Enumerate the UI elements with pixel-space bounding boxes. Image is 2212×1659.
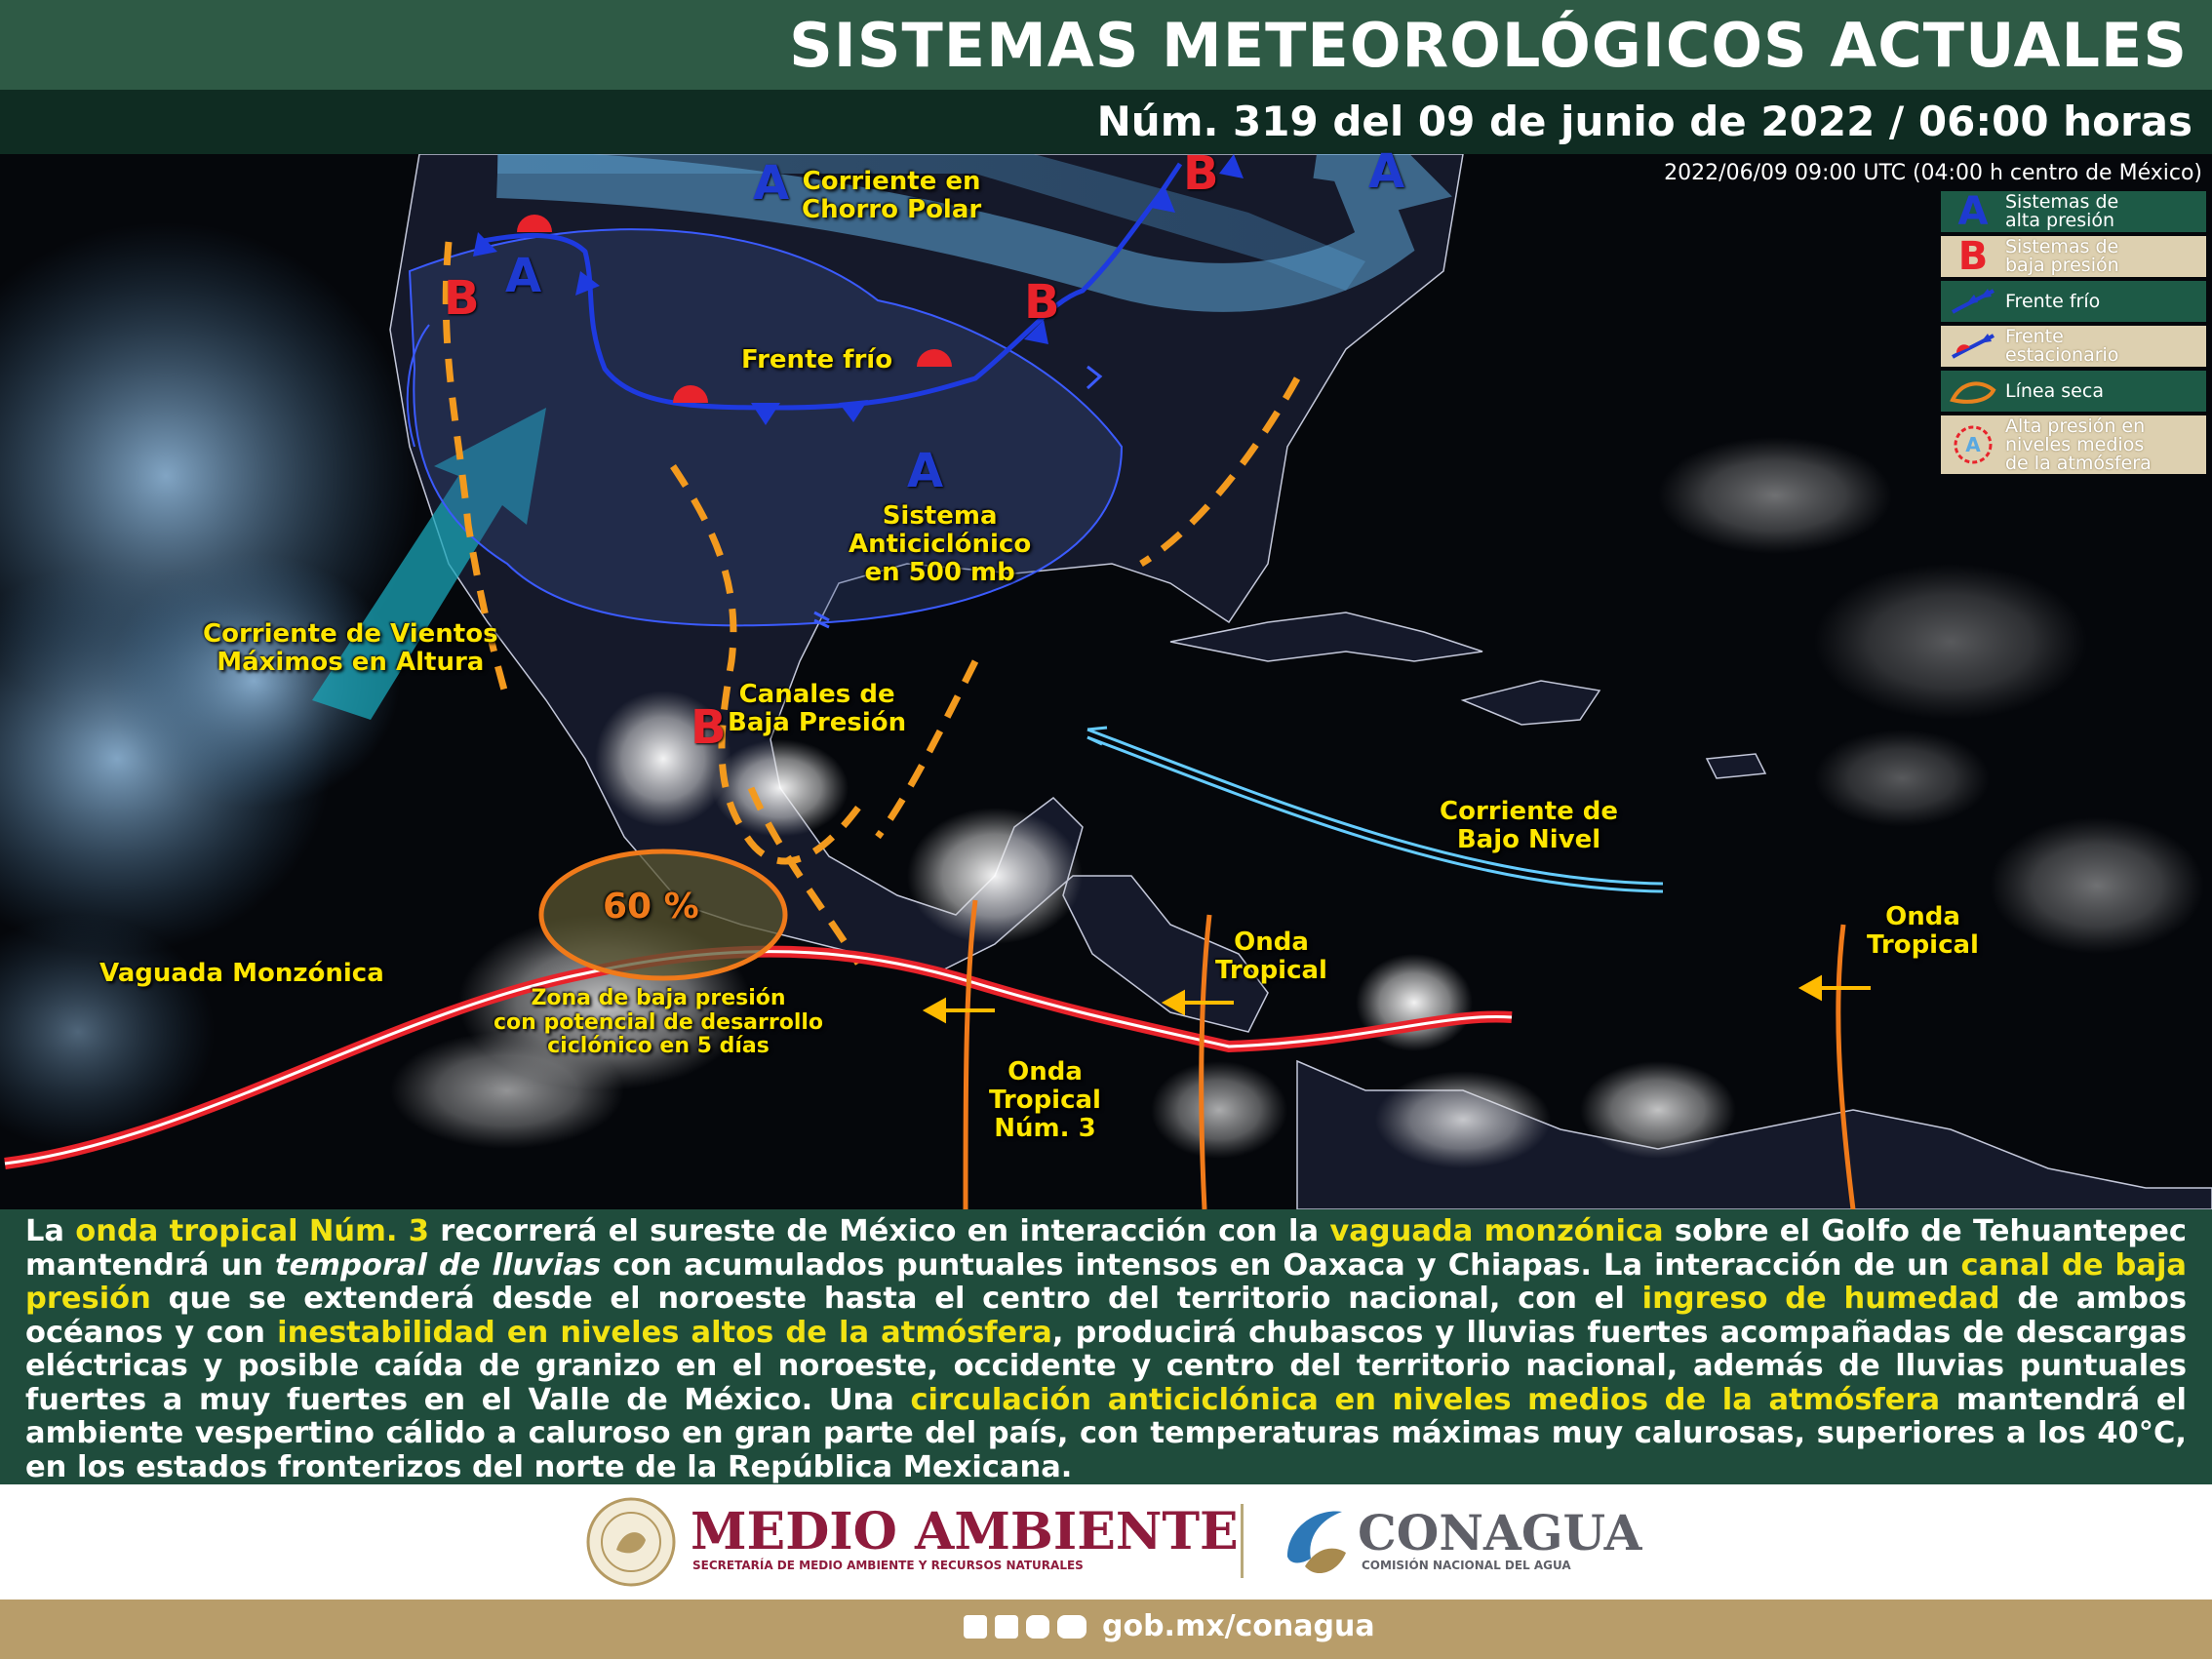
logo-divider (1241, 1504, 1244, 1578)
bulletin-highlight: onda tropical Núm. 3 (75, 1214, 430, 1248)
label-anticiclon: Sistema Anticiclónico en 500 mb (849, 501, 1032, 588)
bulletin-text: La (25, 1214, 76, 1248)
youtube-icon[interactable] (1057, 1615, 1086, 1639)
legend-item-dry-line: Línea seca (1941, 371, 2206, 412)
medio-ambiente-subtitle: SECRETARÍA DE MEDIO AMBIENTE Y RECURSOS NATURALES (692, 1559, 1084, 1572)
page-title: SISTEMAS METEOROLÓGICOS ACTUALES (789, 10, 2188, 81)
label-zona-baja-presion: Zona de baja presión con potencial de desarrollo ciclónico en 5 días (494, 986, 824, 1059)
low-pressure-symbol-greatlakes: B (1183, 146, 1219, 201)
mid-level-high-icon (1941, 424, 2005, 465)
medio-ambiente-logo: MEDIO AMBIENTE (691, 1502, 1239, 1561)
stationary-front-icon (1941, 326, 2005, 367)
legend-item-low: B Sistemas de baja presión (1941, 236, 2206, 277)
bulletin-highlight: vaguada monzónica (1329, 1214, 1664, 1248)
low-pressure-symbol-midwest: B (1024, 275, 1060, 330)
instagram-icon[interactable] (1026, 1615, 1049, 1639)
bulletin-text: sobre el Golfo de Tehuantepec mantendrá un (25, 1214, 2187, 1283)
bulletin-text: , producirá chubascos y lluvias fuertes acompañadas de descargas eléctricas y posible caída de granizo en el noroeste, occidente y centro del territorio nacional, además de lluvias puntuales fuertes a muy fuertes en el Valle de México. Una (25, 1315, 2188, 1417)
footer-url-link[interactable]: gob.mx/conagua (1102, 1609, 1375, 1643)
high-pressure-icon: A (1957, 189, 1989, 234)
label-probabilidad: 60 % (603, 887, 699, 927)
footer-bar (0, 1600, 2212, 1659)
bulletin-number-date: Núm. 319 del 09 de junio de 2022 / 06:00 horas (1096, 98, 2192, 145)
high-pressure-symbol-northeast: A (1368, 144, 1405, 199)
conagua-logo: CONAGUA (1358, 1504, 1642, 1561)
bulletin-highlight: inestabilidad en niveles altos de la atmósfera (277, 1315, 1052, 1350)
map-legend (1941, 191, 2206, 478)
bulletin-highlight: circulación anticiclónica en niveles medios de la atmósfera (910, 1382, 1941, 1417)
low-pressure-symbol-northwest: B (444, 271, 480, 326)
mexico-seal-icon (585, 1496, 677, 1588)
low-pressure-icon: B (1957, 234, 1989, 279)
bulletin-highlight: ingreso de humedad (1641, 1282, 2000, 1316)
low-pressure-symbol-mexico: B (691, 700, 727, 755)
subheader (0, 90, 2212, 154)
bulletin-text: mantendrá el ambiente vespertino cálido a caluroso en gran parte del país, con temperaturas máximas muy calurosas, superiores a los 40°C, en los estados fronterizos del norte de la República Mexicana. (25, 1382, 2187, 1484)
label-frente-frio: Frente frío (741, 345, 893, 375)
label-onda-tropical-3: Onda Tropical Núm. 3 (989, 1057, 1101, 1144)
bulletin-text-box (0, 1209, 2212, 1484)
twitter-icon[interactable] (995, 1615, 1018, 1639)
satellite-map (0, 154, 2212, 1209)
dry-line-icon (1941, 371, 2005, 412)
footer-logos (0, 1484, 2212, 1600)
label-corriente-bajo-nivel: Corriente de Bajo Nivel (1440, 797, 1619, 855)
high-pressure-symbol-gulf: A (907, 444, 944, 498)
high-pressure-symbol-northwest: A (505, 249, 542, 303)
bulletin-text: que se extenderá desde el noroeste hasta el centro del territorio nacional, con el (150, 1282, 1642, 1316)
label-vientos-maximos: Corriente de Vientos Máximos en Altura (203, 619, 498, 678)
label-chorro-polar: Corriente en Chorro Polar (802, 167, 982, 225)
label-onda-tropical-este: Onda Tropical (1867, 902, 1979, 961)
bulletin-text: de ambos océanos y con (25, 1282, 2188, 1350)
conagua-subtitle: COMISIÓN NACIONAL DEL AGUA (1362, 1559, 1571, 1572)
label-onda-tropical-centro: Onda Tropical (1215, 928, 1327, 986)
bulletin-text: con acumulados puntuales intensos en Oaxaca y Chiapas. La interacción de un (601, 1247, 1961, 1283)
legend-item-high: A Sistemas de alta presión (1941, 191, 2206, 232)
legend-item-stationary-front: Frente estacionario (1941, 326, 2206, 367)
bulletin-text: recorrerá el sureste de México en interacción con la (429, 1214, 1330, 1248)
header (0, 0, 2212, 90)
svg-text:A: A (1965, 433, 1981, 456)
label-vaguada-monzonica: Vaguada Monzónica (99, 959, 384, 988)
legend-item-cold-front: Frente frío (1941, 281, 2206, 322)
cold-front-icon (1941, 281, 2005, 322)
bulletin-paragraph (0, 1209, 2212, 1484)
satellite-timestamp: 2022/06/09 09:00 UTC (04:00 h centro de México) (1664, 161, 2202, 185)
bulletin-text: temporal de lluvias (275, 1247, 602, 1283)
legend-item-mid-level-high: A Alta presión en niveles medios de la atmósfera (1941, 415, 2206, 474)
label-canales-baja: Canales de Baja Presión (728, 680, 907, 738)
high-pressure-symbol-polar: A (753, 156, 790, 211)
facebook-icon[interactable] (964, 1615, 987, 1639)
conagua-logo-icon (1278, 1498, 1352, 1586)
bulletin-highlight: canal de baja presión (25, 1247, 2187, 1316)
